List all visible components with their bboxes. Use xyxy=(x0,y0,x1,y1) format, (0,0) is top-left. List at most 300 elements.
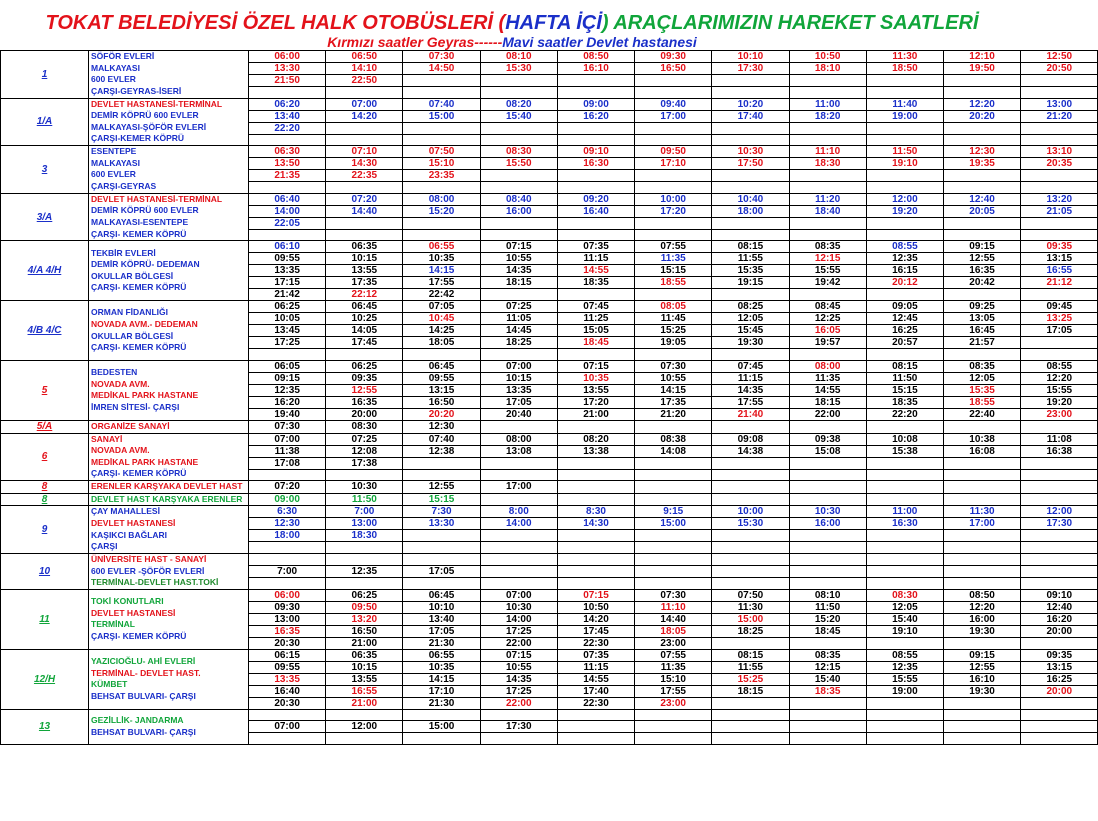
departure-time xyxy=(789,420,866,433)
departure-time xyxy=(557,87,634,99)
departure-time: 15:40 xyxy=(866,613,943,625)
departure-time: 17:00 xyxy=(635,110,712,122)
departure-time: 08:55 xyxy=(866,241,943,253)
departure-time: 09:45 xyxy=(1021,301,1098,313)
stop-name: TERMİNAL xyxy=(91,619,135,630)
departure-time: 13:30 xyxy=(249,63,326,75)
departure-time: 12:20 xyxy=(943,98,1020,110)
departure-time xyxy=(557,134,634,146)
schedule-table xyxy=(0,50,1098,745)
departure-time: 15:00 xyxy=(635,518,712,530)
departure-time xyxy=(480,289,557,301)
departure-time xyxy=(480,457,557,469)
title-part-3: ) ARAÇLARIMIZIN HAREKET SAATLERİ xyxy=(601,12,979,34)
departure-time xyxy=(635,577,712,589)
stop-name: ÇARŞI-GEYRAS-İSERİ xyxy=(91,85,182,96)
departure-time xyxy=(866,733,943,745)
departure-time: 17:40 xyxy=(557,685,634,697)
stop-name: DEVLET HASTANESİ-TERMİNAL xyxy=(91,98,223,109)
schedule-row xyxy=(1,301,1098,313)
departure-time xyxy=(480,493,557,506)
departure-time: 10:00 xyxy=(712,506,789,518)
departure-time xyxy=(403,542,480,554)
departure-time: 06:35 xyxy=(326,241,403,253)
departure-time: 12:55 xyxy=(326,384,403,396)
departure-time xyxy=(557,469,634,481)
departure-time: 09:20 xyxy=(557,193,634,205)
departure-time xyxy=(1021,721,1098,733)
departure-time xyxy=(249,134,326,146)
departure-time xyxy=(866,697,943,709)
departure-time xyxy=(789,481,866,494)
route-stops xyxy=(89,193,249,241)
departure-time: 07:15 xyxy=(480,241,557,253)
stop-name: OKULLAR BÖLGESİ xyxy=(91,270,174,281)
departure-time: 11:55 xyxy=(712,253,789,265)
departure-time xyxy=(1021,349,1098,361)
departure-time: 16:25 xyxy=(1021,673,1098,685)
departure-time: 6:30 xyxy=(249,506,326,518)
departure-time: 07:55 xyxy=(635,649,712,661)
departure-time xyxy=(403,229,480,241)
departure-time: 13:35 xyxy=(249,265,326,277)
stop-name: YAZICIOĞLU- AHİ EVLERİ xyxy=(91,656,196,667)
departure-time: 09:55 xyxy=(249,661,326,673)
departure-time xyxy=(943,697,1020,709)
departure-time: 17:25 xyxy=(249,337,326,349)
departure-time: 13:20 xyxy=(326,613,403,625)
departure-time xyxy=(249,349,326,361)
route-stops xyxy=(89,649,249,709)
stop-name: MEDİKAL PARK HASTANE xyxy=(91,390,199,401)
departure-time: 09:10 xyxy=(557,146,634,158)
departure-time: 18:30 xyxy=(326,530,403,542)
departure-time: 15:35 xyxy=(943,384,1020,396)
departure-time: 12:35 xyxy=(249,384,326,396)
departure-time: 06:30 xyxy=(249,146,326,158)
departure-time: 10:15 xyxy=(326,661,403,673)
departure-time xyxy=(1021,733,1098,745)
departure-time: 13:38 xyxy=(557,445,634,457)
departure-time xyxy=(249,542,326,554)
stop-name: DEMİR KÖPRÜ- DEDEMAN xyxy=(91,259,200,270)
departure-time: 15:35 xyxy=(712,265,789,277)
departure-time: 18:15 xyxy=(712,685,789,697)
departure-time xyxy=(943,553,1020,565)
departure-time xyxy=(789,637,866,649)
departure-time xyxy=(943,182,1020,194)
departure-time: 11:45 xyxy=(635,313,712,325)
departure-time xyxy=(712,697,789,709)
departure-time xyxy=(480,349,557,361)
departure-time xyxy=(1021,493,1098,506)
departure-time xyxy=(866,170,943,182)
departure-time: 12:35 xyxy=(866,253,943,265)
departure-time: 15:45 xyxy=(712,325,789,337)
departure-time: 07:20 xyxy=(249,481,326,494)
departure-time: 09:55 xyxy=(249,253,326,265)
departure-time xyxy=(557,530,634,542)
departure-time: 08:20 xyxy=(557,433,634,445)
departure-time: 10:45 xyxy=(403,313,480,325)
departure-time: 07:00 xyxy=(249,721,326,733)
departure-time xyxy=(712,134,789,146)
stop-name: TOKİ KONUTLARI xyxy=(91,596,164,607)
departure-time: 15:15 xyxy=(635,265,712,277)
departure-time xyxy=(557,733,634,745)
line-number: 5/A xyxy=(1,420,89,433)
departure-time: 16:00 xyxy=(789,518,866,530)
schedule-row xyxy=(1,709,1098,721)
departure-time xyxy=(326,229,403,241)
departure-time: 18:35 xyxy=(557,277,634,289)
departure-time xyxy=(635,134,712,146)
departure-time xyxy=(712,170,789,182)
departure-time: 15:55 xyxy=(789,265,866,277)
stop-name: İMREN SİTESİ- ÇARŞI xyxy=(91,402,180,413)
schedule-row xyxy=(1,51,1098,63)
departure-time xyxy=(789,134,866,146)
departure-time: 11:30 xyxy=(866,51,943,63)
departure-time xyxy=(1021,577,1098,589)
line-number: 4/A 4/H xyxy=(1,241,89,301)
route-stops xyxy=(89,553,249,589)
departure-time: 10:40 xyxy=(712,193,789,205)
departure-time: 21:20 xyxy=(1021,110,1098,122)
departure-time xyxy=(635,229,712,241)
departure-time: 20:12 xyxy=(866,277,943,289)
departure-time: 16:30 xyxy=(866,518,943,530)
route-stops xyxy=(89,146,249,194)
departure-time: 22:12 xyxy=(326,289,403,301)
departure-time: 23:00 xyxy=(635,637,712,649)
departure-time xyxy=(712,565,789,577)
departure-time: 13:00 xyxy=(1021,98,1098,110)
departure-time: 14:00 xyxy=(480,518,557,530)
schedule-row xyxy=(1,420,1098,433)
departure-time: 13:40 xyxy=(403,613,480,625)
departure-time: 07:10 xyxy=(326,146,403,158)
departure-time xyxy=(943,709,1020,721)
stop-name: MALKAYASI-ŞÖFÖR EVLERİ xyxy=(91,121,207,132)
departure-time xyxy=(1021,182,1098,194)
departure-time: 19:40 xyxy=(249,408,326,420)
departure-time: 22:42 xyxy=(403,289,480,301)
stop-name: DEVLET HASTANESİ xyxy=(91,607,176,618)
departure-time: 17:05 xyxy=(480,396,557,408)
departure-time: 22:30 xyxy=(557,697,634,709)
departure-time: 07:25 xyxy=(326,433,403,445)
stop-name: DEMİR KÖPRÜ 600 EVLER xyxy=(91,110,199,121)
departure-time: 14:55 xyxy=(789,384,866,396)
departure-time: 15:20 xyxy=(789,613,866,625)
departure-time xyxy=(403,87,480,99)
departure-time: 07:30 xyxy=(249,420,326,433)
departure-time: 12:38 xyxy=(403,445,480,457)
departure-time xyxy=(403,709,480,721)
schedule-row xyxy=(1,98,1098,110)
departure-time: 17:35 xyxy=(326,277,403,289)
departure-time: 17:38 xyxy=(326,457,403,469)
departure-time: 15:55 xyxy=(1021,384,1098,396)
departure-time: 19:10 xyxy=(866,158,943,170)
departure-time xyxy=(943,170,1020,182)
stop-name: KAŞIKCI BAĞLARI xyxy=(91,529,168,540)
departure-time: 19:35 xyxy=(943,158,1020,170)
departure-time: 16:20 xyxy=(1021,613,1098,625)
departure-time xyxy=(326,87,403,99)
departure-time: 10:35 xyxy=(403,253,480,265)
departure-time xyxy=(712,553,789,565)
departure-time xyxy=(557,229,634,241)
departure-time xyxy=(712,87,789,99)
departure-time xyxy=(249,577,326,589)
departure-time xyxy=(326,122,403,134)
departure-time: 17:30 xyxy=(712,63,789,75)
departure-time: 18:15 xyxy=(789,396,866,408)
departure-time xyxy=(635,122,712,134)
departure-time xyxy=(480,542,557,554)
departure-time: 8:00 xyxy=(480,506,557,518)
departure-time: 18:45 xyxy=(557,337,634,349)
departure-time: 11:05 xyxy=(480,313,557,325)
departure-time: 20:30 xyxy=(249,697,326,709)
departure-time: 7:00 xyxy=(326,506,403,518)
departure-time: 08:50 xyxy=(943,589,1020,601)
departure-time xyxy=(866,553,943,565)
departure-time xyxy=(943,457,1020,469)
departure-time: 07:35 xyxy=(557,241,634,253)
departure-time: 13:08 xyxy=(480,445,557,457)
departure-time: 18:40 xyxy=(789,205,866,217)
departure-time xyxy=(943,87,1020,99)
departure-time xyxy=(480,229,557,241)
departure-time: 15:30 xyxy=(480,63,557,75)
departure-time: 17:00 xyxy=(480,481,557,494)
departure-time xyxy=(326,182,403,194)
departure-time: 19:20 xyxy=(866,205,943,217)
route-stops xyxy=(89,589,249,649)
departure-time xyxy=(866,577,943,589)
departure-time: 11:15 xyxy=(712,372,789,384)
departure-time xyxy=(866,530,943,542)
departure-time: 07:45 xyxy=(712,360,789,372)
departure-time xyxy=(789,553,866,565)
departure-time: 08:55 xyxy=(1021,360,1098,372)
departure-time xyxy=(1021,134,1098,146)
departure-time: 07:15 xyxy=(480,649,557,661)
departure-time: 16:08 xyxy=(943,445,1020,457)
departure-time: 08:20 xyxy=(480,98,557,110)
departure-time: 10:10 xyxy=(403,601,480,613)
departure-time: 21:50 xyxy=(249,75,326,87)
stop-name: DEVLET HASTANESİ xyxy=(91,518,176,529)
departure-time xyxy=(480,122,557,134)
departure-time: 22:00 xyxy=(480,697,557,709)
departure-time xyxy=(943,469,1020,481)
departure-time: 22:50 xyxy=(326,75,403,87)
departure-time: 19:05 xyxy=(635,337,712,349)
departure-time xyxy=(943,349,1020,361)
departure-time: 12:30 xyxy=(249,518,326,530)
departure-time xyxy=(712,709,789,721)
departure-time: 08:38 xyxy=(635,433,712,445)
departure-time: 10:30 xyxy=(480,601,557,613)
departure-time: 10:08 xyxy=(866,433,943,445)
departure-time: 15:55 xyxy=(866,673,943,685)
departure-time xyxy=(403,75,480,87)
departure-time xyxy=(943,542,1020,554)
departure-time: 16:50 xyxy=(403,396,480,408)
departure-time: 11:38 xyxy=(249,445,326,457)
stop-name: SÖFÖR EVLERİ xyxy=(91,51,155,62)
route-stops xyxy=(89,98,249,146)
departure-time: 09:30 xyxy=(635,51,712,63)
departure-time: 21:00 xyxy=(326,637,403,649)
departure-time xyxy=(326,542,403,554)
departure-time: 07:00 xyxy=(480,589,557,601)
departure-time: 09:15 xyxy=(943,649,1020,661)
departure-time xyxy=(943,420,1020,433)
departure-time: 17:35 xyxy=(635,396,712,408)
departure-time xyxy=(789,733,866,745)
departure-time xyxy=(403,182,480,194)
departure-time xyxy=(943,565,1020,577)
departure-time xyxy=(1021,337,1098,349)
departure-time xyxy=(480,565,557,577)
departure-time: 16:20 xyxy=(249,396,326,408)
departure-time xyxy=(866,122,943,134)
departure-time: 12:15 xyxy=(789,253,866,265)
departure-time xyxy=(480,134,557,146)
departure-time: 21:42 xyxy=(249,289,326,301)
departure-time: 06:40 xyxy=(249,193,326,205)
departure-time xyxy=(480,530,557,542)
departure-time: 11:00 xyxy=(789,98,866,110)
line-number: 3 xyxy=(1,146,89,194)
stop-name: ÇAY MAHALLESİ xyxy=(91,506,160,517)
departure-time: 19:15 xyxy=(712,277,789,289)
departure-time: 13:55 xyxy=(326,673,403,685)
departure-time: 9:15 xyxy=(635,506,712,518)
departure-time xyxy=(403,217,480,229)
departure-time xyxy=(635,542,712,554)
departure-time: 08:40 xyxy=(480,193,557,205)
stop-name: MALKAYASI xyxy=(91,157,140,168)
departure-time: 08:00 xyxy=(480,433,557,445)
departure-time: 10:05 xyxy=(249,313,326,325)
line-number: 8 xyxy=(1,481,89,494)
departure-time: 21:20 xyxy=(635,408,712,420)
departure-time: 15:15 xyxy=(866,384,943,396)
departure-time: 07:15 xyxy=(557,360,634,372)
departure-time xyxy=(789,182,866,194)
line-number: 8 xyxy=(1,493,89,506)
departure-time xyxy=(789,217,866,229)
departure-time: 17:20 xyxy=(635,205,712,217)
departure-time xyxy=(326,709,403,721)
departure-time xyxy=(326,577,403,589)
departure-time: 08:35 xyxy=(789,649,866,661)
departure-time: 06:45 xyxy=(403,360,480,372)
departure-time: 12:30 xyxy=(403,420,480,433)
stop-name: KÜMBET xyxy=(91,679,128,690)
departure-time xyxy=(943,134,1020,146)
departure-time xyxy=(943,122,1020,134)
departure-time: 23:00 xyxy=(635,697,712,709)
schedule-row xyxy=(1,493,1098,506)
departure-time: 06:55 xyxy=(403,241,480,253)
departure-time: 07:55 xyxy=(635,241,712,253)
departure-time: 15:40 xyxy=(789,673,866,685)
departure-time xyxy=(866,709,943,721)
departure-time: 17:00 xyxy=(943,518,1020,530)
departure-time xyxy=(635,349,712,361)
departure-time: 08:10 xyxy=(789,589,866,601)
title-part-2: HAFTA İÇİ xyxy=(505,12,602,34)
departure-time xyxy=(326,134,403,146)
departure-time: 12:05 xyxy=(712,313,789,325)
departure-time: 08:35 xyxy=(943,360,1020,372)
departure-time: 06:20 xyxy=(249,98,326,110)
departure-time: 13:35 xyxy=(249,673,326,685)
departure-time: 15:20 xyxy=(403,205,480,217)
departure-time: 17:30 xyxy=(480,721,557,733)
route-stops xyxy=(89,241,249,301)
departure-time: 15:10 xyxy=(635,673,712,685)
departure-time: 07:15 xyxy=(557,589,634,601)
departure-time xyxy=(712,217,789,229)
departure-time xyxy=(635,469,712,481)
departure-time xyxy=(557,170,634,182)
stop-name: ÇARŞI-GEYRAS xyxy=(91,181,157,192)
departure-time xyxy=(866,457,943,469)
departure-time: 11:00 xyxy=(866,506,943,518)
departure-time: 13:15 xyxy=(403,384,480,396)
title-part-1: TOKAT BELEDİYESİ ÖZEL HALK OTOBÜSLERİ ( xyxy=(45,12,506,34)
departure-time: 07:00 xyxy=(249,433,326,445)
departure-time: 10:15 xyxy=(480,372,557,384)
departure-time xyxy=(1021,530,1098,542)
departure-time xyxy=(1021,565,1098,577)
departure-time: 13:00 xyxy=(326,518,403,530)
departure-time: 15:00 xyxy=(403,110,480,122)
departure-time xyxy=(1021,87,1098,99)
departure-time xyxy=(1021,289,1098,301)
departure-time xyxy=(1021,122,1098,134)
departure-time: 20:00 xyxy=(1021,625,1098,637)
departure-time xyxy=(789,530,866,542)
departure-time xyxy=(480,75,557,87)
stop-name: BEHSAT BULVARI- ÇARŞI xyxy=(91,690,196,701)
departure-time: 10:35 xyxy=(557,372,634,384)
departure-time xyxy=(635,530,712,542)
departure-time: 21:00 xyxy=(326,697,403,709)
departure-time: 17:45 xyxy=(557,625,634,637)
departure-time: 17:20 xyxy=(557,396,634,408)
departure-time: 11:35 xyxy=(789,372,866,384)
departure-time: 21:05 xyxy=(1021,205,1098,217)
departure-time: 11:15 xyxy=(557,661,634,673)
departure-time xyxy=(866,493,943,506)
departure-time xyxy=(789,542,866,554)
departure-time: 11:10 xyxy=(789,146,866,158)
departure-time: 12:35 xyxy=(326,565,403,577)
stop-name: ÇARŞI xyxy=(91,541,118,552)
departure-time xyxy=(789,229,866,241)
departure-time xyxy=(712,229,789,241)
departure-time: 08:30 xyxy=(480,146,557,158)
